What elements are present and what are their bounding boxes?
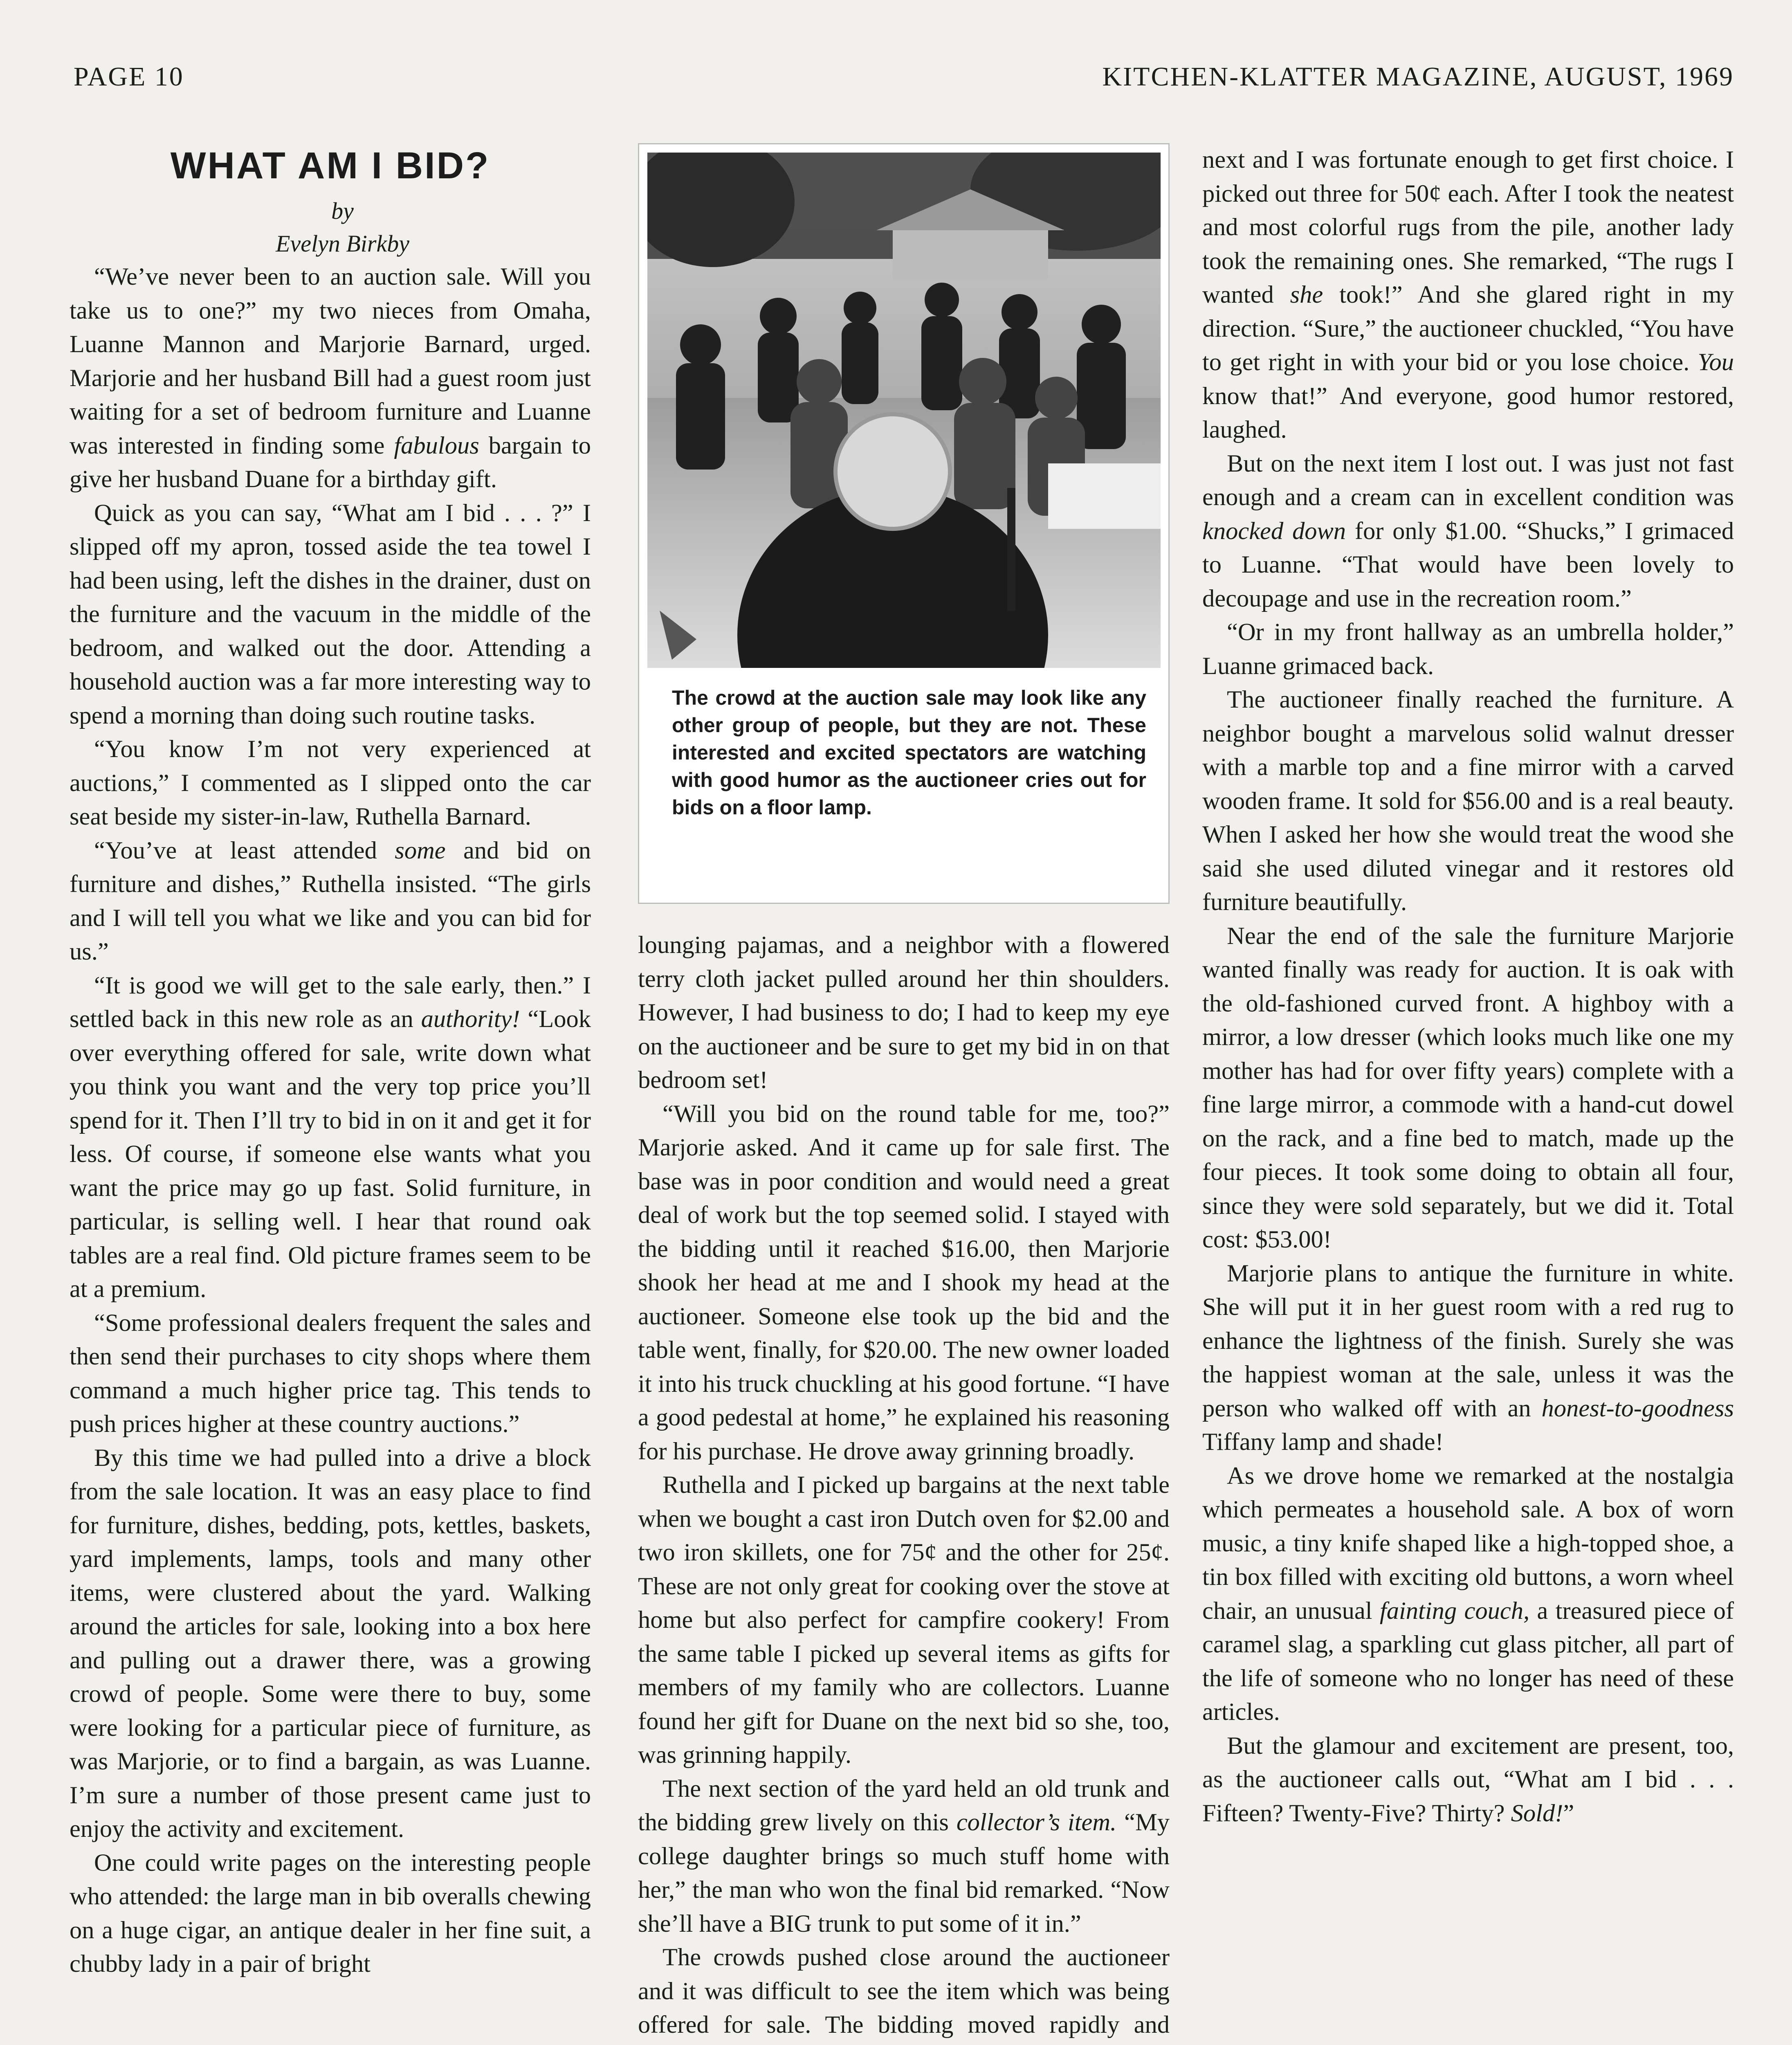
auction-crowd-photo [647, 153, 1161, 668]
photo-caption: The crowd at the auction sale may look like any other group of people, but they are not. These interested and excited spectators are watching with good humor as the auctioneer cries out for bids on a floor lamp. [672, 686, 1146, 819]
article-title: WHAT AM I BID? [170, 145, 490, 187]
author-name: Evelyn Birkby [276, 230, 409, 257]
running-head [74, 61, 1734, 98]
photo-figure [638, 143, 1170, 904]
page-number: PAGE 10 [74, 62, 184, 92]
photo-illustration [647, 153, 1161, 668]
article-column-3: next and I was fortunate enough to get first choice. I picked out three for 50¢ each. After I took the neatest and most colorful rugs from the pile, another lady took the remaining ones. She remarked, “The rugs I wanted she took!” And she glared right in my direction. “Sure,” the auctioneer chuckled, “You have to get right in with your bid or you lose choice. You know that!” And everyone, good humor restored, laughed. But on the next item I lost out. I was just not fast enough and a cream can in excellent condition was knocked down for only $1.00. “Shucks,” I grimaced to Luanne. “That would have been lovely to decoupage and use in the recreation room.” “Or in my front hallway as an umbrella holder,” Luanne grimaced back. The auctioneer finally reached the furniture. A neighbor bought a marvelous solid walnut dresser with a marble top and a fine mirror with a carved wooden frame. It sold for $56.00 and is a real beauty. When I asked her how she would treat the wood she said she used diluted vinegar and it restores old furniture beautifully. Near the end of the sale the furniture Marjorie wanted finally was ready for auction. It is oak with the old-fashioned curved front. A highboy with a mirror, a low dresser (which looks much like one my mother has had for over fifty years) complete with a fine large mirror, a commode with a hand-cut dowel on the rack, and a fine bed to match, made up the four pieces. It took some doing to obtain all four, since they were sold separately, but we did it. Total cost: $53.00! Marjorie plans to antique the furniture in white. She will put it in her guest room with a red rug to enhance the lightness of the finish. Surely she was the happiest woman at the sale, unless it was the person who walked off with an honest-to-goodness Tiffany lamp and shade! As we drove home we remarked at the nostalgia which permeates a household sale. A box of worn music, a tiny knife shaped like a high-topped shoe, a tin box filled with exciting old buttons, a worn wheel chair, an unusual fainting couch, a treasured piece of caramel slag, a sparkling cut glass pitcher, all part of the life of someone who no longer has need of these articles. But the glamour and excitement are present, too, as the auctioneer calls out, “What am I bid . . . Fifteen? Twenty-Five? Thirty? Sold!” [1202, 146, 1734, 1827]
article-body-col1: “We’ve never been to an auction sale. Will you take us to one?” my two nieces from Omaha, Luanne Mannon and Marjorie Barnard, urged. Marjorie and her husband Bill had a guest room just waiting for a set of bedroom furniture and Luanne was interested in finding some fabulous bargain to give her husband Duane for a birthday gift. Quick as you can say, “What am I bid . . . ?” I slipped off my apron, tossed aside the tea towel I had been using, left the dishes in the drainer, dust on the furniture and the vacuum in the middle of the bedroom, and walked out the door. Attending a household auction was a far more interesting way to spend a morning than doing such routine tasks. “You know I’m not very experienced at auctions,” I commented as I slipped onto the car seat beside my sister-in-law, Ruthella Barnard. “You’ve at least attended some and bid on furniture and dishes,” Ruthella insisted. “The girls and I will tell you what we like and you can bid for us.” “It is good we will get to the sale early, then.” I settled back in this new role as an authority! “Look over everything offered for sale, write down what you think you want and the very top price you’ll spend for it. Then I’ll try to bid in on it and get it for less. Of course, if someone else wants what you want the price may go up fast. Solid furniture, in particular, is selling well. I hear that round oak tables are a real find. Old picture frames seem to be at a premium. “Some professional dealers frequent the sales and then send their purchases to city shops where them command a much higher price tag. This tends to push prices higher at these country auctions.” By this time we had pulled into a drive a block from the sale location. It was an easy place to find for furniture, dishes, bedding, pots, kettles, baskets, yard implements, lamps, tools and many other items, were clustered about the yard. Walking around the articles for sale, looking into a box here and pulling out a drawer there, was a growing crowd of people. Some were there to buy, some were looking for a particular piece of furniture, as was Marjorie, or to find a bargain, as was Luanne. I’m sure a number of those present came just to enjoy the activity and excitement. One could write pages on the interesting people who attended: the large man in bib overalls chewing on a huge cigar, an antique dealer in her fine suit, a chubby lady in a pair of bright [70, 263, 591, 1978]
article-column-2: lounging pajamas, and a neighbor with a flowered terry cloth jacket pulled around her thin shoulders. However, I had business to do; I had to keep my eye on the auctioneer and be sure to get my bid in on that bedroom set! “Will you bid on the round table for me, too?” Marjorie asked. And it came up for sale first. The base was in poor condition and would need a great deal of work but the top seemed solid. I stayed with the bidding until it reached $16.00, then Marjorie shook her head at me and I shook my head at the auctioneer. Someone else took up the bid and the table went, finally, for $20.00. The new owner loaded it into his truck chuckling at his good fortune. “I have a good pedestal at home,” he explained his reasoning for his purchase. He drove away grinning broadly. Ruthella and I picked up bargains at the next table when we bought a cast iron Dutch oven for $2.00 and two iron skillets, one for 75¢ and the other for 25¢. These are not only great for cooking over the stove at home but also perfect for campfire cookery! From the same table I picked up several items as gifts for members of my family who are collectors. Luanne found her gift for Duane on the next bid so she, too, was grinning happily. The next section of the yard held an old trunk and the bidding grew lively on this collector’s item. “My college daughter brings so much stuff home with her,” the man who won the final bid remarked. “Now she’ll have a BIG trunk to put some of it in.” The crowds pushed close around the auctioneer and it was difficult to see the item which was being offered for sale. The bidding moved rapidly and [638, 931, 1170, 2038]
article-column-1 [70, 143, 591, 2045]
byline: by [331, 198, 354, 224]
publication-title: KITCHEN-KLATTER MAGAZINE, AUGUST, 1969 [1102, 62, 1734, 92]
